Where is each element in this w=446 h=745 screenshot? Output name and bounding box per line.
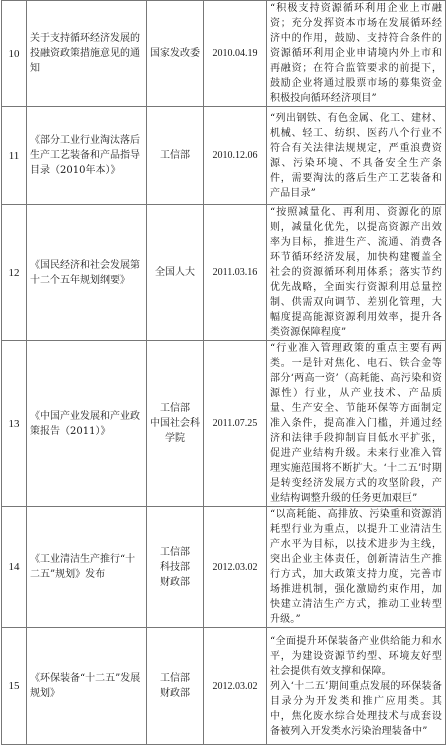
issuing-department-text: 工信部 <box>160 150 190 161</box>
issuing-department <box>147 628 204 745</box>
policy-name-text: 《国民经济和社会发展第十二个五年规划纲要》 <box>30 259 140 286</box>
issuing-department-text: 全国人大 <box>155 267 195 278</box>
issue-date: 2011.07.25 <box>204 341 267 507</box>
issue-date: 2012.03.02 <box>204 628 267 745</box>
policy-content <box>267 507 446 628</box>
policy-name-text: 《部分工业行业淘汰落后生产工艺装备和产品指导目录（2010年本）》 <box>30 135 140 176</box>
policy-content-text: “全面提升环保装备产业供给能力和水平，为建设资源节约型、环境友好型社会提供有效支撑和保障。 列入‘十二五’期间重点发展的环保装备目录分为开发类和推广应用类。其中，焦化废水综合处理技术与成套设备被列入开发类水污染治理装备中” <box>270 635 442 737</box>
issue-date: 2010.12.06 <box>204 107 267 205</box>
row-number: 13 <box>2 341 27 507</box>
policy-content <box>267 628 446 745</box>
policy-content <box>267 107 446 205</box>
policy-name-text: 《工业清洁生产推行“十二五”规划》发布 <box>30 554 136 580</box>
issue-date: 2010.04.19 <box>204 1 267 107</box>
issuing-department-text: 工信部 科技部 财政部 <box>160 546 190 588</box>
policy-content-text: “列出钢铁、有色金属、化工、建材、机械、轻工、纺织、医药八个行业不符合有关法律法规规定，严重浪费资源、污染环境、不具备安全生产条件，需要淘汰的落后生产工艺装备和产品目录” <box>270 112 442 199</box>
table-row <box>2 1 446 107</box>
issuing-department-text: 工信部 中国社会科学院 <box>150 403 200 444</box>
table-row <box>2 507 446 628</box>
row-number: 11 <box>2 107 27 205</box>
issuing-department-text: 国家发改委 <box>150 48 200 59</box>
row-number: 10 <box>2 1 27 107</box>
policy-content <box>267 205 446 341</box>
policy-name <box>27 107 147 205</box>
policy-name <box>27 1 147 107</box>
issue-date: 2011.03.16 <box>204 205 267 341</box>
policy-content-text: “按照减量化、再利用、资源化的原则，减量化优先，以提高资源产出效率为目标，推进生产、流通、消费各环节循环经济发展，加快构建覆盖全社会的资源循环利用体系；落实节约优先战略，全面实行资源利用总量控制、供需双向调节、差别化管理，大幅度提高能源资源利用效率，提升各类资源保障程度” <box>270 207 442 338</box>
issue-date: 2012.03.02 <box>204 507 267 628</box>
policy-content-text: “积极支持资源循环利用企业上市融资；充分发挥资本市场在发展循环经济中的作用，鼓励、支持符合条件的资源循环利用企业申请境内外上市和再融资；在符合监管要求的前提下，鼓励企业将通过股票市场的募集资金积极投向循环经济项目” <box>270 3 442 104</box>
policy-name <box>27 341 147 507</box>
policy-content-text: “以高耗能、高排放、污染重和资源消耗型行业为重点，以提升工业清洁生产水平为目标，以技术进步为主线，突出企业主体责任，创新清洁生产推行方式，加大政策支持力度，完善市场推进机制，强化激励约束作用，加快建立清洁生产方式，推动工业转型升级。” <box>270 509 442 625</box>
table-row <box>2 341 446 507</box>
issuing-department-text: 工信部 财政部 <box>160 673 190 699</box>
policy-name <box>27 205 147 341</box>
policy-content <box>267 1 446 107</box>
policy-table <box>1 0 446 745</box>
policy-name-text: 《环保装备“十二五”发展规划》 <box>30 673 141 699</box>
issuing-department <box>147 1 204 107</box>
policy-name <box>27 507 147 628</box>
policy-name-text: 《中国产业发展和产业政策报告（2011）》 <box>30 410 140 437</box>
row-number: 15 <box>2 628 27 745</box>
table-row <box>2 205 446 341</box>
policy-name-text: 关于支持循环经济发展的投融资政策措施意见的通知 <box>30 33 140 74</box>
issuing-department <box>147 341 204 507</box>
issuing-department <box>147 205 204 341</box>
table-row <box>2 107 446 205</box>
row-number: 12 <box>2 205 27 341</box>
row-number: 14 <box>2 507 27 628</box>
issuing-department <box>147 107 204 205</box>
policy-content <box>267 341 446 507</box>
issuing-department <box>147 507 204 628</box>
table-row <box>2 628 446 745</box>
policy-content-text: “行业准入管理政策的重点主要有两类。一是针对焦化、电石、铁合金等部分‘两高一资’（高耗能、高污染和资源性）行业，从产业技术、产品质量、生产安全、节能环保等方面制定准入条件，提高准入门槛，并通过经济和法律手段抑制盲目低水平扩张，促进产业结构升级。未来行业准入管理实施范围将不断扩大。‘十二五’时期是转变经济发展方式的攻坚阶段，产业结构调整升级的任务更加艰巨” <box>270 343 442 504</box>
policy-name <box>27 628 147 745</box>
